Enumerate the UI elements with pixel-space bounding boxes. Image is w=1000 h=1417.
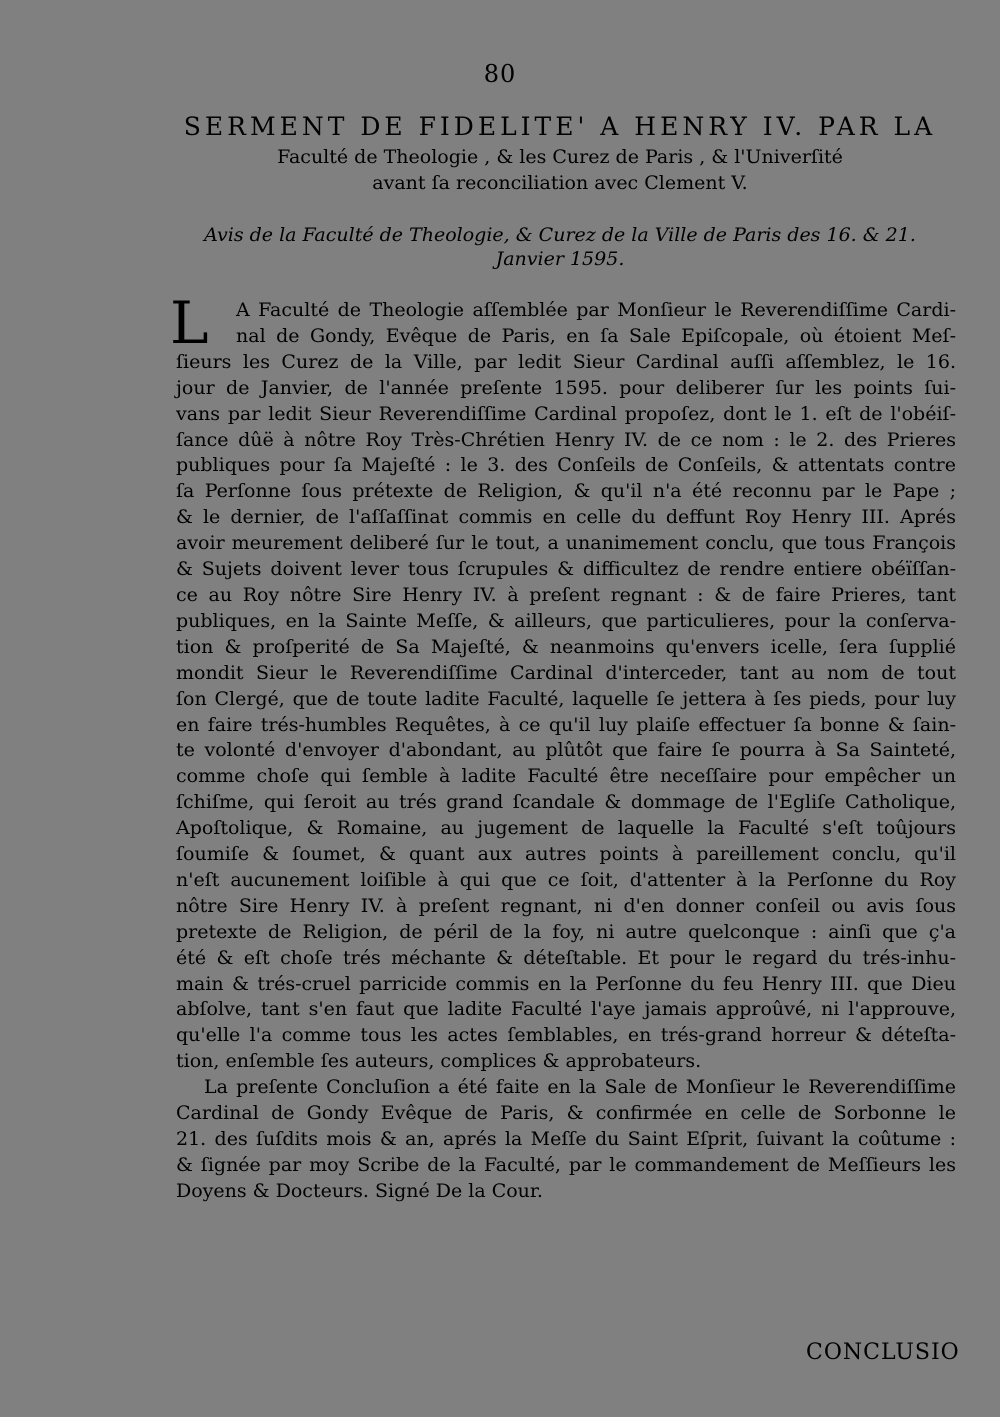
text-line: publiques pour ſa Majeſté : le 3. des Conſeils de Conſeils, & attentats contre — [176, 454, 956, 477]
text-line: comme choſe qui ſemble à ladite Faculté être neceſſaire pour empêcher un — [176, 765, 956, 788]
text-line: ſchiſme, qui ſeroit au trés grand ſcandale & dommage de l'Egliſe Catholique, — [176, 791, 956, 814]
text-line: ce au Roy nôtre Sire Henry IV. à preſent regnant : & de faire Prieres, tant — [176, 583, 956, 606]
paragraph-2 — [176, 1075, 956, 1205]
text-line: main & trés-cruel parricide commis en la Perſonne du feu Henry III. que Dieu — [176, 972, 956, 995]
text-line: ſieurs les Curez de la Ville, par ledit Sieur Cardinal auſſi aſſemblez, le 16. — [176, 350, 956, 373]
text-line: en faire trés-humbles Requêtes, à ce qu'il luy plaiſe effectuer ſa bonne & ſain- — [176, 713, 956, 736]
text-line: tion, enſemble ſes auteurs, complices & approbateurs. — [176, 1050, 702, 1073]
text-line: ſoumiſe & ſoumet, & quant aux autres points à pareillement conclu, qu'il — [176, 843, 956, 866]
text-line: nal de Gondy, Evêque de Paris, en ſa Sale Epiſcopale, où étoient Meſ- — [236, 324, 956, 347]
subtitle-line-1: Faculté de Theologie , & les Curez de Paris , & l'Univerſité — [277, 146, 843, 168]
catchword: CONCLUSIO — [806, 1340, 960, 1365]
subtitle-line-2: avant ſa reconciliation avec Clement V. — [372, 172, 748, 194]
text-line: abſolve, tant s'en faut que ladite Faculté l'aye jamais approûvé, ni l'approuve, — [176, 998, 956, 1021]
paragraph-1 — [176, 298, 956, 1075]
text-line: & Sujets doivent lever tous ſcrupules & difficultez de rendre entiere obéïſſan- — [176, 558, 956, 581]
drop-cap: L — [170, 289, 209, 357]
text-line: La preſente Concluſion a été faite en la Sale de Monſieur le Reverendiſſime — [204, 1076, 956, 1099]
section-heading-line-2: Janvier 1595. — [495, 248, 625, 270]
text-line: 21. des ſuſdits mois & an, aprés la Meſſe du Saint Eſprit, ſuivant la coûtume : — [176, 1128, 956, 1150]
document-title: SERMENT DE FIDELITE' A HENRY IV. PAR LA — [183, 112, 937, 141]
text-line: Cardinal de Gondy Evêque de Paris, & confirmée en celle de Sorbonne le — [176, 1102, 956, 1125]
text-line: tion & proſperité de Sa Majeſté, & neanmoins qu'envers icelle, ſera ſupplié — [176, 635, 956, 658]
text-line: été & eſt choſe trés méchante & déteſtable. Et pour le regard du trés-inhu- — [176, 946, 956, 969]
text-line: mondit Sieur le Reverendiſſime Cardinal d'interceder, tant au nom de tout — [176, 661, 956, 684]
text-line: pretexte de Religion, de péril de la foy, ni autre quelconque : ainſi que ç'a — [176, 920, 956, 943]
text-line: qu'elle l'a comme tous les actes ſemblables, en trés-grand horreur & déteſta- — [176, 1024, 956, 1047]
text-line: vans par ledit Sieur Reverendiſſime Cardinal propoſez, dont le 1. eſt de l'obéiſ- — [176, 402, 956, 425]
body-text — [176, 298, 956, 1205]
text-line: avoir meurement deliberé ſur le tout, a unanimement conclu, que tous François — [176, 532, 956, 555]
text-line: jour de Janvier, de l'année preſente 1595. pour deliberer ſur les points ſui- — [176, 376, 956, 399]
text-line: ſa Perſonne ſous prétexte de Religion, & qu'il n'a été reconnu par le Pape ; — [176, 480, 956, 503]
text-line: A Faculté de Theologie aſſemblée par Monſieur le Reverendiſſime Cardi- — [236, 299, 956, 321]
text-line: ſon Clergé, que de toute ladite Faculté, laquelle ſe jettera à ſes pieds, pour luy — [176, 687, 956, 710]
text-line: & le dernier, de l'aſſaſſinat commis en celle du deffunt Roy Henry III. Aprés — [176, 506, 956, 529]
text-line: ſance dûë à nôtre Roy Très-Chrétien Henry IV. de ce nom : le 2. des Prieres — [176, 428, 956, 451]
text-line: te volonté d'envoyer d'abondant, au plûtôt que faire ſe pourra à Sa Sainteté, — [176, 739, 956, 762]
text-line: publiques, en la Sainte Meſſe, & ailleurs, que particulieres, pour la conſerva- — [176, 609, 956, 632]
text-line: Doyens & Docteurs. Signé De la Cour. — [176, 1179, 543, 1202]
section-heading-line-1: Avis de la Faculté de Theologie, & Curez de la Ville de Paris des 16. & 21. — [204, 224, 916, 246]
text-line: Apoſtolique, & Romaine, au jugement de laquelle la Faculté s'eſt toûjours — [176, 817, 956, 840]
page-number: 80 — [483, 60, 517, 88]
text-line: n'eſt aucunement loiſible à qui que ce ſoit, d'attenter à la Perſonne du Roy — [176, 868, 956, 891]
text-line: nôtre Sire Henry IV. à preſent regnant, ni d'en donner conſeil ou avis ſous — [176, 894, 956, 917]
text-line: & ſignée par moy Scribe de la Faculté, par le commandement de Meſſieurs les — [176, 1153, 956, 1176]
